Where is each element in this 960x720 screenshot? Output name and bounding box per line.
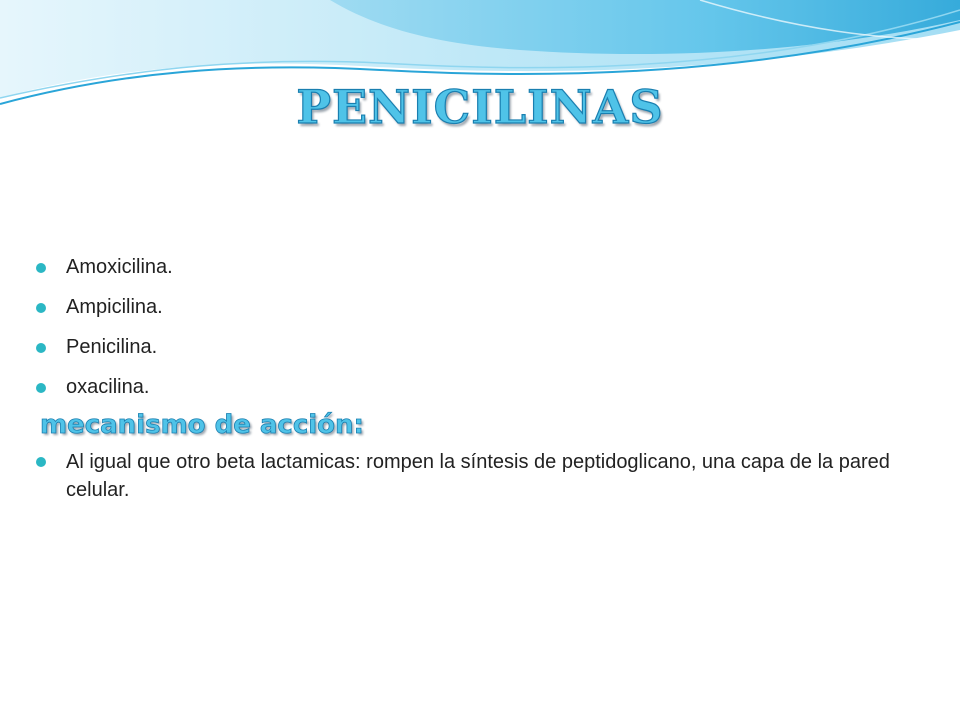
slide-title: PENICILINAS [296, 80, 664, 134]
list-item [36, 374, 916, 400]
list-item-text: Amoxicilina. [66, 256, 173, 278]
mechanism-heading: mecanismo de acción: [40, 410, 364, 440]
list-item [36, 334, 916, 360]
bullet-dot-icon [36, 343, 46, 353]
list-item [36, 294, 916, 320]
list-item-text: Ampicilina. [66, 296, 163, 318]
drug-list [36, 254, 916, 400]
list-item [36, 254, 916, 280]
list-item-text: Penicilina. [66, 336, 158, 358]
bullet-dot-icon [36, 263, 46, 273]
mechanism-list [36, 448, 916, 504]
bullet-dot-icon [36, 383, 46, 393]
list-item [36, 448, 916, 504]
list-item-text: Al igual que otro beta lactamicas: rompen la síntesis de peptidoglicano, una capa de la pared celular. [66, 451, 890, 501]
list-item-text: oxacilina. [66, 376, 150, 398]
slide-body [36, 254, 916, 518]
bullet-dot-icon [36, 303, 46, 313]
bullet-dot-icon [36, 457, 46, 467]
